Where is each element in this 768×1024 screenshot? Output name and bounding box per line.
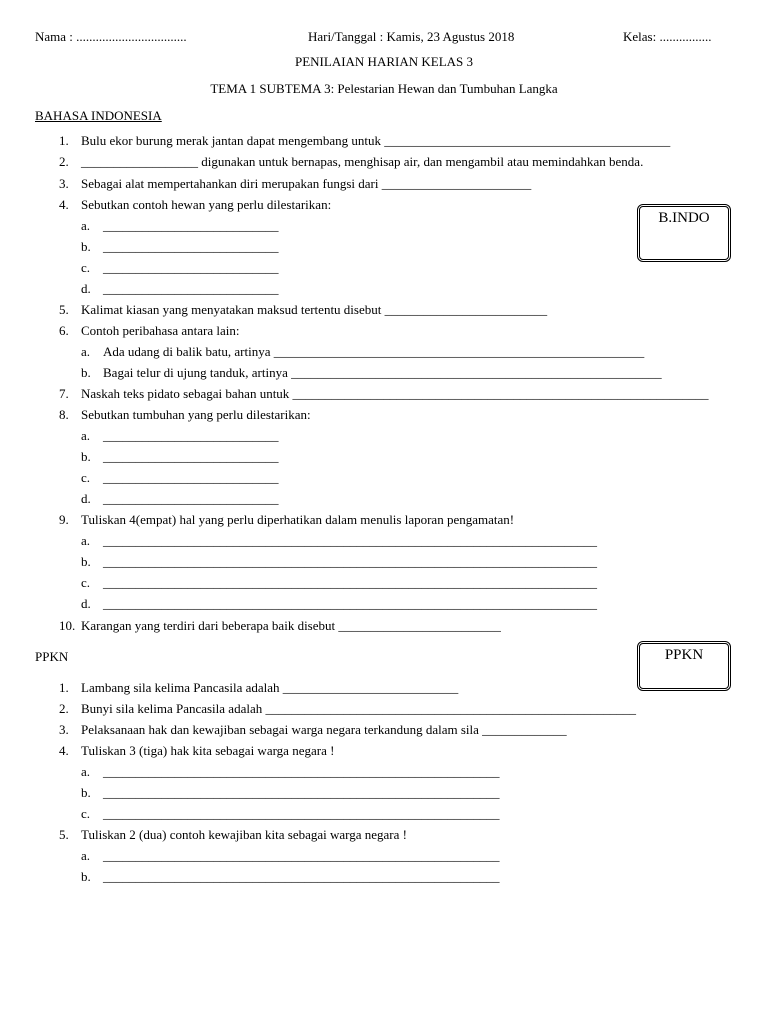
answer-letter: c. — [81, 806, 91, 821]
answer-letter: a. — [81, 533, 91, 548]
answer-line: _____________________________________________________________ — [103, 764, 500, 779]
answer-letter: a. — [81, 218, 91, 233]
answer-line: ___________________________ — [103, 449, 279, 464]
ppkn-box — [637, 641, 731, 691]
question-text: Naskah teks pidato sebagai bahan untuk ________________________________________________________________ — [81, 386, 709, 401]
answer-letter: a. — [81, 428, 91, 443]
answer-letter: a. — [81, 764, 91, 779]
answer-line: ____________________________________________________________________________ — [103, 596, 597, 611]
question-text: Pelaksanaan hak dan kewajiban sebagai warga negara terkandung dalam sila _____________ — [81, 722, 567, 737]
answer-line: Ada udang di balik batu, artinya _________________________________________________________ — [103, 344, 645, 359]
answer-letter: b. — [81, 785, 91, 800]
question-text: Bulu ekor burung merak jantan dapat mengembang untuk ____________________________________________ — [81, 133, 671, 148]
date-field: Hari/Tanggal : Kamis, 23 Agustus 2018 — [308, 29, 515, 44]
answer-line: _____________________________________________________________ — [103, 869, 500, 884]
answer-letter: b. — [81, 365, 91, 380]
question-number: 4. — [59, 197, 69, 212]
question-number: 1. — [59, 680, 69, 695]
answer-line: _____________________________________________________________ — [103, 785, 500, 800]
answer-letter: c. — [81, 260, 91, 275]
answer-line: _____________________________________________________________ — [103, 848, 500, 863]
question-number: 2. — [59, 154, 69, 169]
question-text: Tuliskan 2 (dua) contoh kewajiban kita sebagai warga negara ! — [81, 827, 407, 842]
question-number: 3. — [59, 176, 69, 191]
question-number: 4. — [59, 743, 69, 758]
nama-field: Nama : .................................. — [35, 29, 187, 44]
question-number: 1. — [59, 133, 69, 148]
question-text: Sebutkan tumbuhan yang perlu dilestarikan: — [81, 407, 311, 422]
question-number: 3. — [59, 722, 69, 737]
section-heading-bahasa: BAHASA INDONESIA — [35, 108, 162, 123]
answer-line: ___________________________ — [103, 281, 279, 296]
question-text: Tuliskan 3 (tiga) hak kita sebagai warga negara ! — [81, 743, 335, 758]
question-text: Sebutkan contoh hewan yang perlu dilestarikan: — [81, 197, 332, 212]
question-text: Karangan yang terdiri dari beberapa baik disebut _________________________ — [81, 618, 501, 633]
question-number: 7. — [59, 386, 69, 401]
page-subtitle: TEMA 1 SUBTEMA 3: Pelestarian Hewan dan Tumbuhan Langka — [210, 81, 558, 96]
question-number: 6. — [59, 323, 69, 338]
answer-line: ___________________________ — [103, 470, 279, 485]
page-title: PENILAIAN HARIAN KELAS 3 — [294, 54, 473, 69]
answer-letter: c. — [81, 575, 91, 590]
question-number: 9. — [59, 512, 69, 527]
answer-letter: c. — [81, 470, 91, 485]
question-text: Tuliskan 4(empat) hal yang perlu diperhatikan dalam menulis laporan pengamatan! — [81, 512, 515, 527]
question-text: __________________ digunakan untuk bernapas, menghisap air, dan mengambil atau memindahkan benda. — [81, 154, 644, 169]
kelas-field: Kelas: ................ — [623, 29, 712, 44]
answer-letter: a. — [81, 848, 91, 863]
question-text: Bunyi sila kelima Pancasila adalah _________________________________________________________ — [81, 701, 636, 716]
answer-line: ____________________________________________________________________________ — [103, 575, 597, 590]
answer-letter: d. — [81, 491, 91, 506]
bindo-box-label: B.INDO — [658, 210, 710, 226]
question-number: 8. — [59, 407, 69, 422]
ppkn-box-label: PPKN — [664, 647, 704, 663]
answer-line: ___________________________ — [103, 239, 279, 254]
question-number: 5. — [59, 302, 69, 317]
answer-letter: b. — [81, 554, 91, 569]
answer-line: Bagai telur di ujung tanduk, artinya _________________________________________________________ — [103, 365, 662, 380]
answer-letter: b. — [81, 239, 91, 254]
answer-line: ___________________________ — [103, 428, 279, 443]
answer-letter: d. — [81, 596, 91, 611]
section-heading-ppkn: PPKN — [35, 649, 69, 664]
question-number: 2. — [59, 701, 69, 716]
question-number: 10. — [59, 618, 76, 633]
question-number: 5. — [59, 827, 69, 842]
bindo-box — [637, 204, 731, 262]
question-text: Sebagai alat mempertahankan diri merupakan fungsi dari _______________________ — [81, 176, 532, 191]
question-text: Lambang sila kelima Pancasila adalah ___________________________ — [81, 680, 459, 695]
question-text: Contoh peribahasa antara lain: — [81, 323, 240, 338]
answer-line: ____________________________________________________________________________ — [103, 533, 597, 548]
answer-line: ___________________________ — [103, 218, 279, 233]
answer-letter: b. — [81, 869, 91, 884]
answer-line: ___________________________ — [103, 260, 279, 275]
question-text: Kalimat kiasan yang menyatakan maksud tertentu disebut _________________________ — [81, 302, 548, 317]
answer-line: _____________________________________________________________ — [103, 806, 500, 821]
answer-line: ____________________________________________________________________________ — [103, 554, 597, 569]
answer-letter: d. — [81, 281, 91, 296]
answer-line: ___________________________ — [103, 491, 279, 506]
answer-letter: b. — [81, 449, 91, 464]
answer-letter: a. — [81, 344, 91, 359]
